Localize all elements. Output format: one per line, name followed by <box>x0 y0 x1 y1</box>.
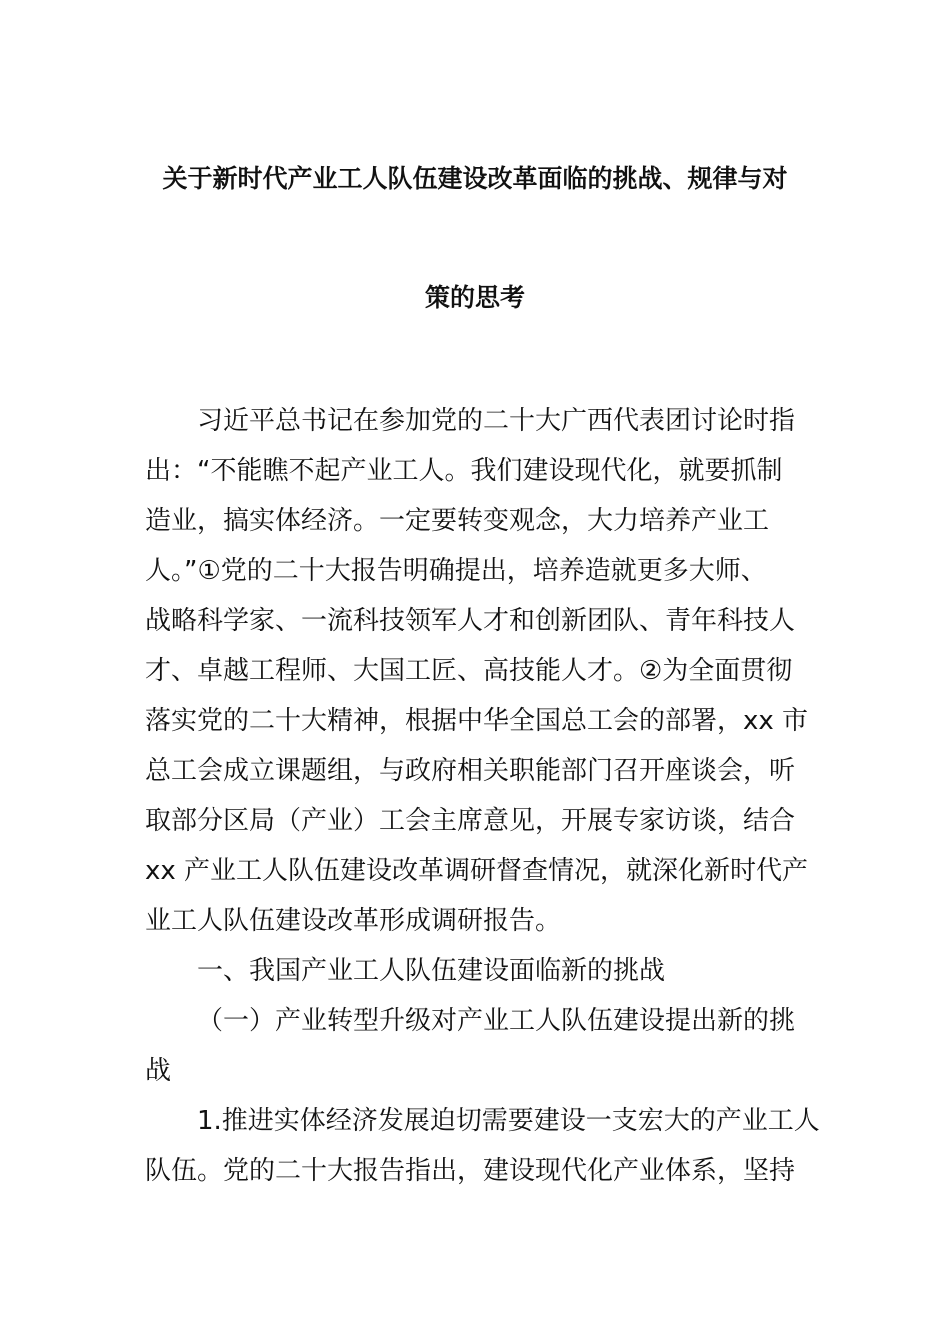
paragraph-line: 落实党的二十大精神，根据中华全国总工会的部署，xx 市 <box>145 706 809 736</box>
section-heading: 一、我国产业工人队伍建设面临新的挑战 <box>197 956 666 986</box>
paragraph-line: 造业，搞实体经济。一定要转变观念，大力培养产业工 <box>145 506 770 536</box>
paragraph-line: 队伍。党的二十大报告指出，建设现代化产业体系，坚持 <box>145 1156 796 1186</box>
paragraph-line: 战略科学家、一流科技领军人才和创新团队、青年科技人 <box>145 606 796 636</box>
subsection-heading-line-2: 战 <box>145 1056 172 1086</box>
paragraph-line: 1.推进实体经济发展迫切需要建设一支宏大的产业工人 <box>197 1106 820 1136</box>
paragraph-line: 人。”①党的二十大报告明确提出，培养造就更多大师、 <box>145 556 767 586</box>
paragraph-line: 习近平总书记在参加党的二十大广西代表团讨论时指 <box>197 406 796 436</box>
document-title-line-1: 关于新时代产业工人队伍建设改革面临的挑战、规律与对 <box>162 164 788 193</box>
subsection-heading-line-1: （一）产业转型升级对产业工人队伍建设提出新的挑 <box>197 1006 796 1036</box>
paragraph-line: 才、卓越工程师、大国工匠、高技能人才。②为全面贯彻 <box>145 656 793 686</box>
paragraph-line: 总工会成立课题组，与政府相关职能部门召开座谈会，听 <box>145 756 796 786</box>
paragraph-line: 出：“不能瞧不起产业工人。我们建设现代化，就要抓制 <box>145 456 783 486</box>
paragraph-line: 取部分区局（产业）工会主席意见，开展专家访谈，结合 <box>145 806 796 836</box>
paragraph-line: 业工人队伍建设改革形成调研报告。 <box>145 906 562 936</box>
paragraph-line: xx 产业工人队伍建设改革调研督查情况，就深化新时代产 <box>145 856 809 886</box>
document-title-line-2: 策的思考 <box>424 283 525 312</box>
